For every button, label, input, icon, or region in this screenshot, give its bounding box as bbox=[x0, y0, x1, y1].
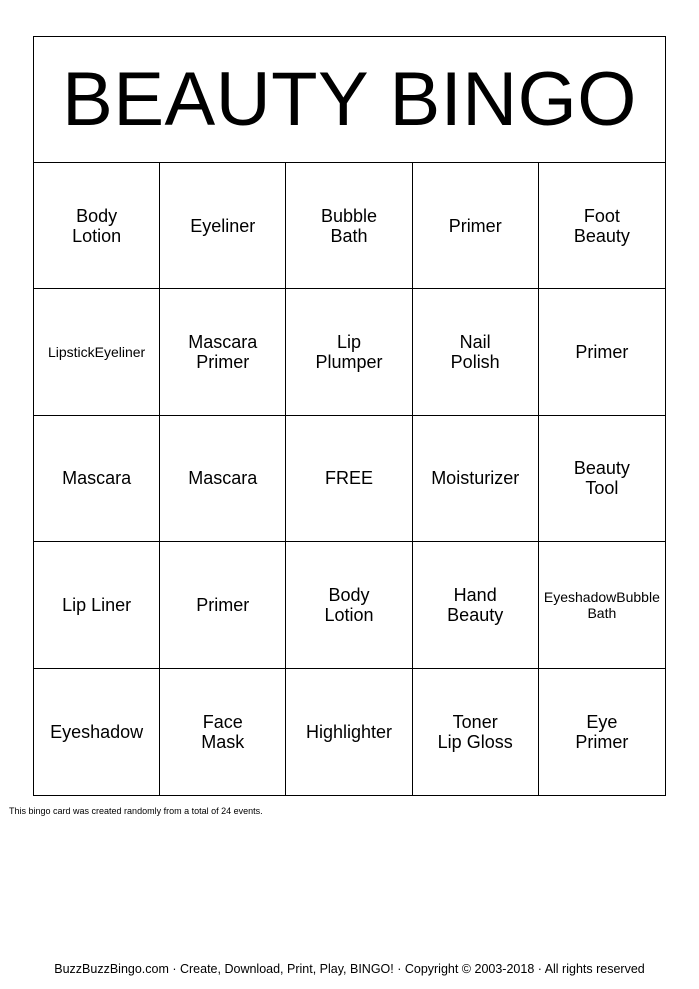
bingo-cell-r1-c3: Bubble Bath bbox=[286, 163, 412, 289]
bingo-cell-r3-c2: Mascara bbox=[160, 416, 286, 542]
bingo-cell-r2-c4: Nail Polish bbox=[413, 289, 539, 415]
bingo-cell-r4-c3: Body Lotion bbox=[286, 542, 412, 668]
bingo-cell-r1-c4: Primer bbox=[413, 163, 539, 289]
bingo-grid bbox=[34, 163, 665, 795]
bingo-cell-r2-c2: Mascara Primer bbox=[160, 289, 286, 415]
bingo-cell-r1-c5: Foot Beauty bbox=[539, 163, 665, 289]
bingo-cell-r2-c1: LipstickEyeliner bbox=[34, 289, 160, 415]
bingo-cell-r3-c1: Mascara bbox=[34, 416, 160, 542]
bingo-cell-r5-c2: Face Mask bbox=[160, 669, 286, 795]
bingo-cell-r1-c1: Body Lotion bbox=[34, 163, 160, 289]
footer-copyright: BuzzBuzzBingo.com · Create, Download, Print, Play, BINGO! · Copyright © 2003-2018 · All rights reserved bbox=[54, 962, 645, 976]
bingo-cell-r4-c5: EyeshadowBubble Bath bbox=[539, 542, 665, 668]
bingo-cell-r5-c3: Highlighter bbox=[286, 669, 412, 795]
bingo-cell-r5-c1: Eyeshadow bbox=[34, 669, 160, 795]
bingo-cell-r1-c2: Eyeliner bbox=[160, 163, 286, 289]
bingo-cell-r4-c1: Lip Liner bbox=[34, 542, 160, 668]
bingo-cell-r3-c5: Beauty Tool bbox=[539, 416, 665, 542]
bingo-cell-r5-c5: Eye Primer bbox=[575, 711, 629, 752]
bingo-cell-r3-c4: Moisturizer bbox=[413, 416, 539, 542]
generation-note: This bingo card was created randomly from a total of 24 events. bbox=[9, 806, 263, 816]
bingo-card bbox=[33, 36, 666, 796]
free-space: FREE bbox=[286, 416, 412, 542]
card-title: BEAUTY BINGO bbox=[34, 37, 665, 163]
bingo-cell-r4-c4: Hand Beauty bbox=[413, 542, 539, 668]
bingo-cell-r4-c2: Primer bbox=[160, 542, 286, 668]
bingo-cell-r5-c4: Toner Lip Gloss bbox=[413, 669, 539, 795]
bingo-cell-r2-c5: Primer bbox=[539, 289, 665, 415]
bingo-cell-r2-c3: Lip Plumper bbox=[286, 289, 412, 415]
